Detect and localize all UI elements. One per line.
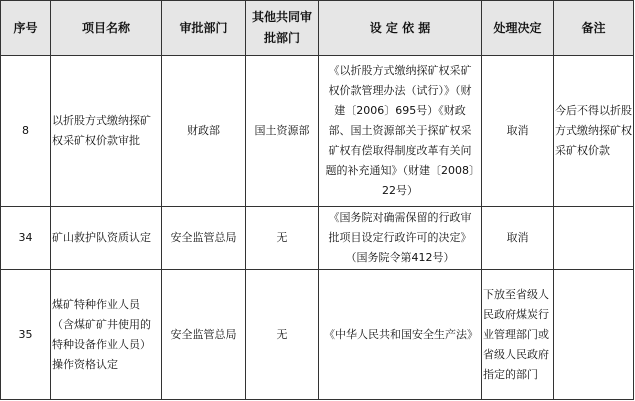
cell-legal-basis: 《以折股方式缴纳探矿权采矿权价款管理办法（试行）》（财建〔2006〕695号）《财政部、国土资源部关于探矿权采矿权有偿取得制度改革有关问题的补充通知》（财建〔2008〕22号） <box>319 56 482 207</box>
header-row <box>1 1 634 56</box>
cell-index: 34 <box>1 207 51 270</box>
header-decision: 处理决定 <box>482 1 554 56</box>
table-row <box>1 270 634 400</box>
cell-remarks: 今后不得以折股方式缴纳探矿权采矿权价款 <box>554 56 634 207</box>
cell-item-name: 煤矿特种作业人员（含煤矿矿井使用的特种设备作业人员）操作资格认定 <box>51 270 162 400</box>
cell-co-approval-dept: 国土资源部 <box>246 56 319 207</box>
header-index: 序号 <box>1 1 51 56</box>
cell-approval-dept: 安全监管总局 <box>162 207 246 270</box>
header-co-approval-dept: 其他共同审批部门 <box>246 1 319 56</box>
cell-decision: 下放至省级人民政府煤炭行业管理部门或省级人民政府指定的部门 <box>482 270 554 400</box>
table-row <box>1 56 634 207</box>
cell-remarks <box>554 207 634 270</box>
cell-index: 35 <box>1 270 51 400</box>
cell-remarks <box>554 270 634 400</box>
cell-item-name: 矿山救护队资质认定 <box>51 207 162 270</box>
cell-item-name: 以折股方式缴纳探矿权采矿权价款审批 <box>51 56 162 207</box>
header-approval-dept: 审批部门 <box>162 1 246 56</box>
cell-decision: 取消 <box>482 56 554 207</box>
cell-legal-basis: 《中华人民共和国安全生产法》 <box>319 270 482 400</box>
table-row <box>1 207 634 270</box>
header-item-name: 项目名称 <box>51 1 162 56</box>
cell-approval-dept: 安全监管总局 <box>162 270 246 400</box>
cell-co-approval-dept: 无 <box>246 270 319 400</box>
cell-decision: 取消 <box>482 207 554 270</box>
cell-approval-dept: 财政部 <box>162 56 246 207</box>
header-remarks: 备注 <box>554 1 634 56</box>
header-legal-basis: 设 定 依 据 <box>319 1 482 56</box>
cell-index: 8 <box>1 56 51 207</box>
cell-legal-basis: 《国务院对确需保留的行政审批项目设定行政许可的决定》（国务院令第412号） <box>319 207 482 270</box>
cell-co-approval-dept: 无 <box>246 207 319 270</box>
